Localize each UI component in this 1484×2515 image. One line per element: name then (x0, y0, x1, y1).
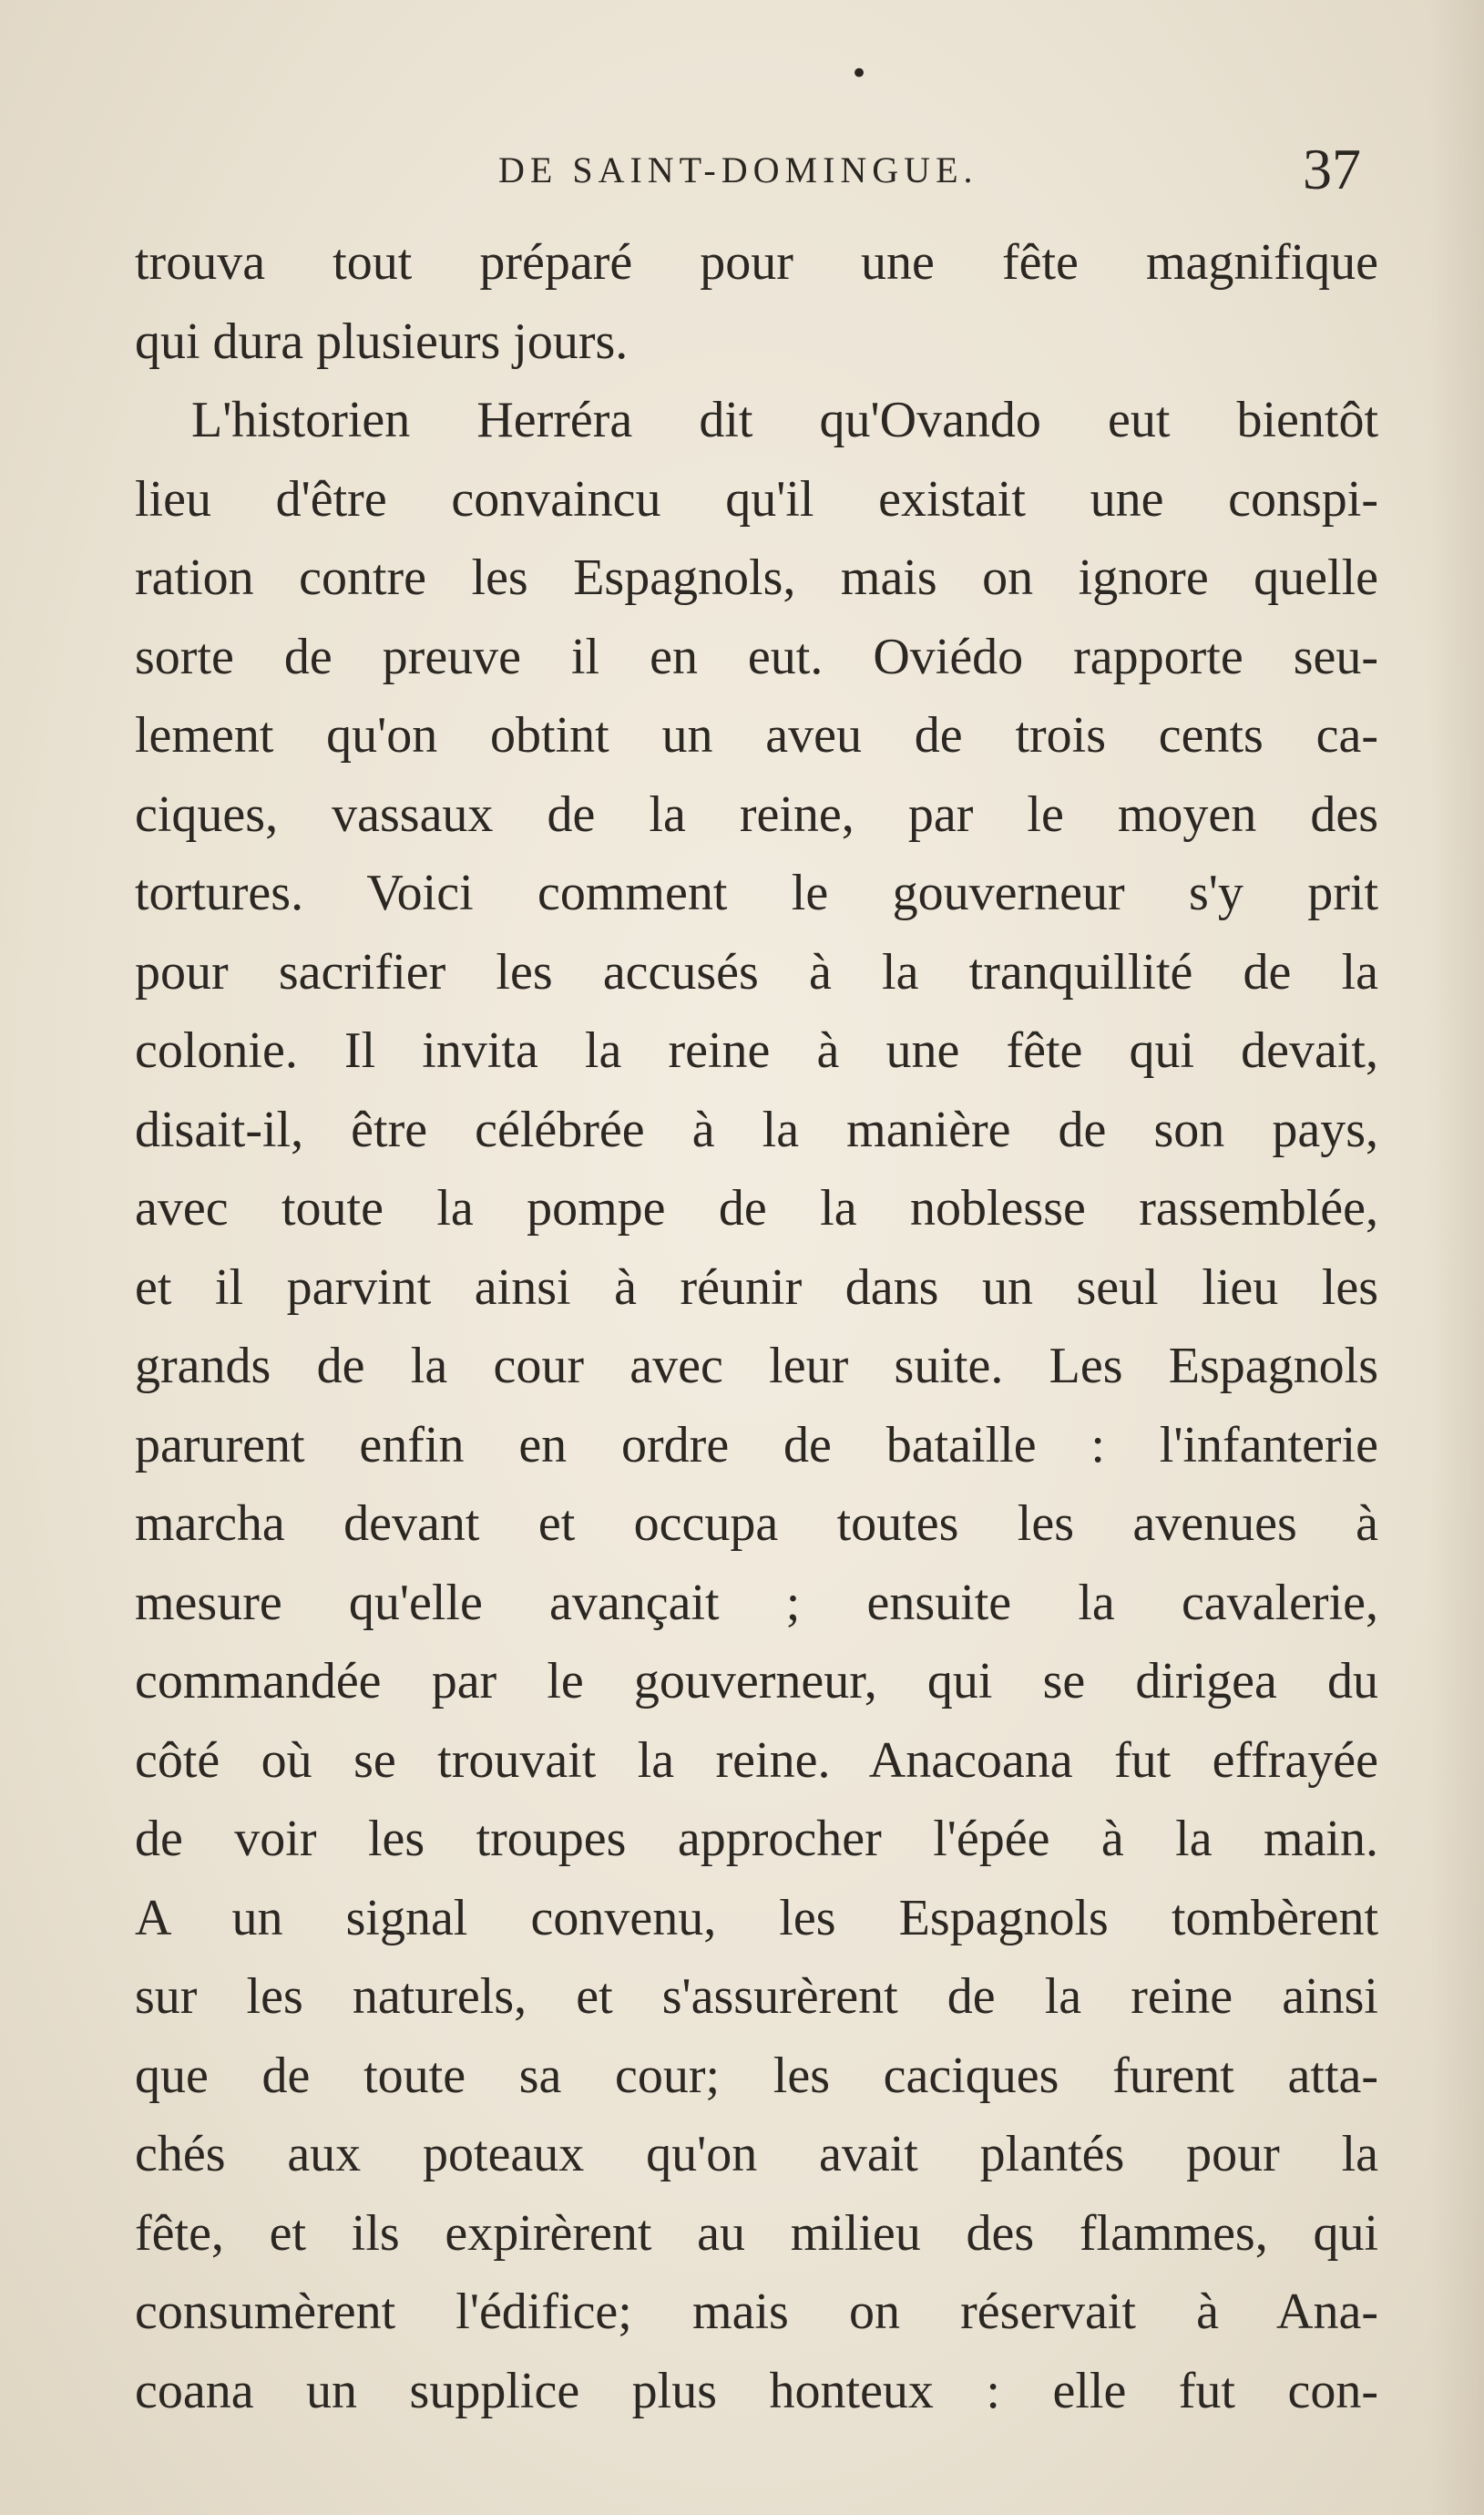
text-line: tortures. Voici comment le gouverneur s'y prit (135, 865, 1378, 921)
text-line: pour sacrifier les accusés à la tranquillité de la (135, 943, 1378, 1001)
text-line: fête, et ils expirèrent au milieu des flammes, qui (135, 2204, 1378, 2262)
text-line: ciques, vassaux de la reine, par le moyen des (135, 785, 1378, 843)
text-line: parurent enfin en ordre de bataille : l'infanterie (135, 1416, 1378, 1473)
text-line: qui dura plusieurs jours. (135, 313, 629, 370)
text-line: et il parvint ainsi à réunir dans un seul lieu les (135, 1258, 1378, 1316)
text-line: coana un supplice plus honteux : elle fut con- (135, 2362, 1378, 2419)
text-line: colonie. Il invita la reine à une fête qui devait, (135, 1022, 1378, 1079)
text-line: chés aux poteaux qu'on avait plantés pour la (135, 2126, 1378, 2182)
text-line: avec toute la pompe de la noblesse rassemblée, (135, 1180, 1378, 1237)
text-line: mesure qu'elle avançait ; ensuite la cavalerie, (135, 1574, 1378, 1631)
body-text (135, 223, 1378, 2430)
text-line: commandée par le gouverneur, qui se dirigea du (135, 1653, 1378, 1709)
text-line: lieu d'être convaincu qu'il existait une conspi- (135, 470, 1378, 528)
text-line: disait-il, être célébrée à la manière de son pays, (135, 1101, 1378, 1158)
text-line: de voir les troupes approcher l'épée à la main. (135, 1811, 1378, 1867)
text-line: consumèrent l'édifice; mais on réservait à Ana- (135, 2284, 1378, 2340)
text-line: sorte de preuve il en eut. Oviédo rapporte seu- (135, 628, 1378, 685)
page-edge-shadow (1429, 0, 1484, 2515)
printer-mark-icon: • (850, 56, 869, 92)
running-head (0, 137, 1484, 205)
text-line: A un signal convenu, les Espagnols tombèrent (135, 1889, 1378, 1946)
text-line: trouva tout préparé pour une fête magnifique (135, 234, 1378, 291)
text-line: marcha devant et occupa toutes les avenues à (135, 1495, 1378, 1552)
text-line: L'historien Herréra dit qu'Ovando eut bientôt (191, 392, 1378, 448)
text-line: sur les naturels, et s'assurèrent de la reine ainsi (135, 1968, 1378, 2025)
text-line: grands de la cour avec leur suite. Les Espagnols (135, 1338, 1378, 1394)
text-line: lement qu'on obtint un aveu de trois cents ca- (135, 707, 1378, 764)
text-line: ration contre les Espagnols, mais on ignore quelle (135, 549, 1378, 606)
text-line: côté où se trouvait la reine. Anacoana fut effrayée (135, 1731, 1378, 1789)
page-number: 37 (1303, 137, 1361, 201)
running-title: DE SAINT-DOMINGUE. (498, 149, 978, 190)
text-line: que de toute sa cour; les caciques furent atta- (135, 2047, 1378, 2104)
